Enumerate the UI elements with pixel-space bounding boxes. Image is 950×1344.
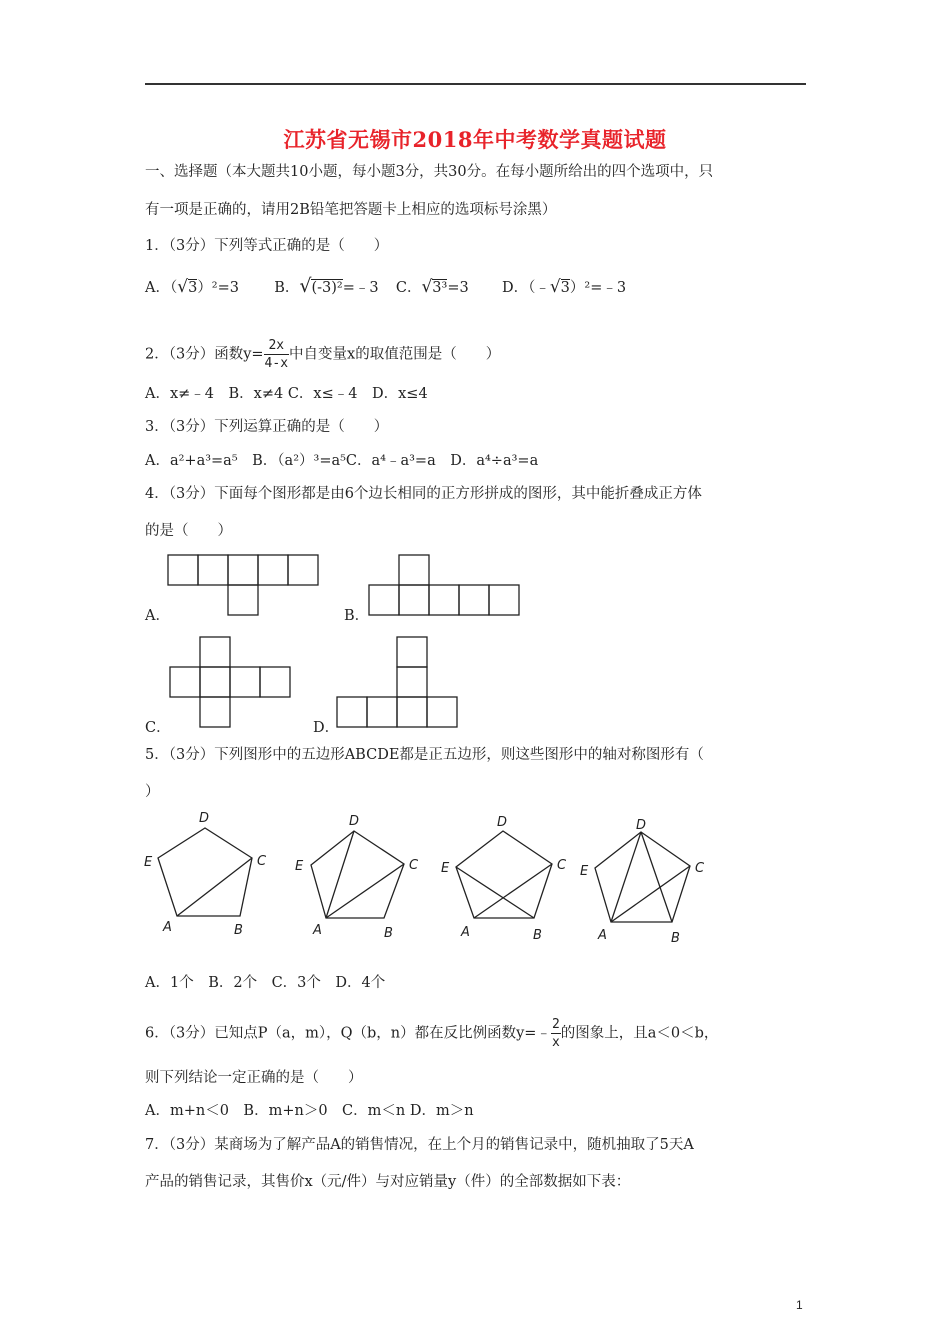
q5-p3-label-b: B [533, 928, 542, 943]
q5-p4-label-e: E [580, 864, 589, 879]
q5-p3-label-e: E [441, 861, 450, 876]
q5-p1-label-a: A [163, 920, 172, 935]
q6-options: A．m+n＜0 B．m+n＞0 C．m＜n D．m＞n [145, 1103, 474, 1119]
q5-p4-label-b: B [671, 931, 680, 946]
q1-option-a: A．（√3）²=3 [145, 277, 239, 297]
q5-stem-line1: 5．（3分）下列图形中的五边形ABCDE都是正五边形，则这些图形中的轴对称图形有（ [145, 747, 704, 763]
q4-stem-line1: 4．（3分）下面每个图形都是由6个边长相同的正方形拼成的图形，其中能折叠成正方体 [145, 486, 702, 502]
q5-pentagon-3 [456, 831, 552, 918]
q1-option-b: B．√(-3)²=﹣3 [274, 275, 379, 297]
section-instructions-line1: 一、选择题（本大题共10小题，每小题3分，共30分。在每小题所给出的四个选项中，只 [145, 164, 714, 180]
q1-option-c: C．√3³=3 [395, 277, 469, 297]
q4-label-b: B． [344, 608, 370, 624]
q2-stem: 2．（3分）函数y= $\frac{2x}{4-x}$ 中自变量x的取值范围是（ ） [145, 338, 501, 371]
q5-p2-label-a: A [313, 923, 322, 938]
q5-p3-label-a: A [461, 925, 470, 940]
q5-options: A．1个 B．2个 C．3个 D．4个 [145, 975, 386, 991]
q5-p2-label-d: D [349, 814, 360, 829]
q5-stem-line2: ） [145, 784, 160, 800]
q3-options: A．a²+a³=a⁵ B．（a²）³=a⁵C．a⁴﹣a³=a D．a⁴÷a³=a [145, 453, 539, 469]
q5-p2-label-c: C [409, 858, 419, 873]
q5-p3-label-d: D [497, 815, 508, 830]
q3-stem: 3．（3分）下列运算正确的是（ ） [145, 419, 389, 435]
q5-p1-label-d: D [199, 811, 210, 826]
q5-p2-label-b: B [384, 926, 393, 941]
q5-pentagon-2 [311, 831, 404, 918]
q5-p3-label-c: C [557, 858, 567, 873]
q5-pentagon-4 [595, 832, 690, 922]
q6-stem-line2: 则下列结论一定正确的是（ ） [145, 1070, 363, 1086]
q5-p1-label-b: B [234, 923, 243, 938]
q5-p1-label-c: C [257, 854, 267, 869]
q4-label-a: A． [145, 608, 170, 624]
q4-label-c: C． [145, 720, 171, 736]
q1-option-d: D．（﹣√3）²=﹣3 [501, 277, 627, 297]
q5-p4-label-d: D [636, 818, 647, 833]
q5-pentagon-1 [158, 828, 252, 916]
q7-stem-line2: 产品的销售记录，其售价x（元/件）与对应销量y（件）的全部数据如下表： [145, 1174, 631, 1190]
q6-stem: 6．（3分）已知点P（a，m），Q（b，n）都在反比例函数y=﹣ $\frac{2}{x}$ 的图象上，且a＜0＜b， [145, 1017, 719, 1050]
q5-p1-label-e: E [144, 855, 153, 870]
q7-stem-line1: 7．（3分）某商场为了解产品A的销售情况，在上个月的销售记录中，随机抽取了5天A [145, 1137, 694, 1153]
q6-fraction: $\frac{2}{x}$ [551, 1017, 560, 1050]
q2-fraction: $\frac{2x}{4-x}$ [264, 338, 289, 371]
q5-p2-label-e: E [295, 859, 304, 874]
page-title: 江苏省无锡市2018年中考数学真题试题 [283, 127, 667, 152]
q1-stem: 1．（3分）下列等式正确的是（ ） [145, 238, 389, 254]
q2-options: A．x≠﹣4 B．x≠4 C．x≤﹣4 D．x≤4 [145, 386, 428, 402]
q4-label-d: D． [313, 720, 340, 736]
q4-stem-line2: 的是（ ） [145, 523, 232, 539]
q5-p4-label-c: C [695, 861, 705, 876]
page-number: 1 [796, 1298, 803, 1312]
q5-p4-label-a: A [598, 928, 607, 943]
section-instructions-line2: 有一项是正确的，请用2B铅笔把答题卡上相应的选项标号涂黑） [145, 202, 557, 218]
